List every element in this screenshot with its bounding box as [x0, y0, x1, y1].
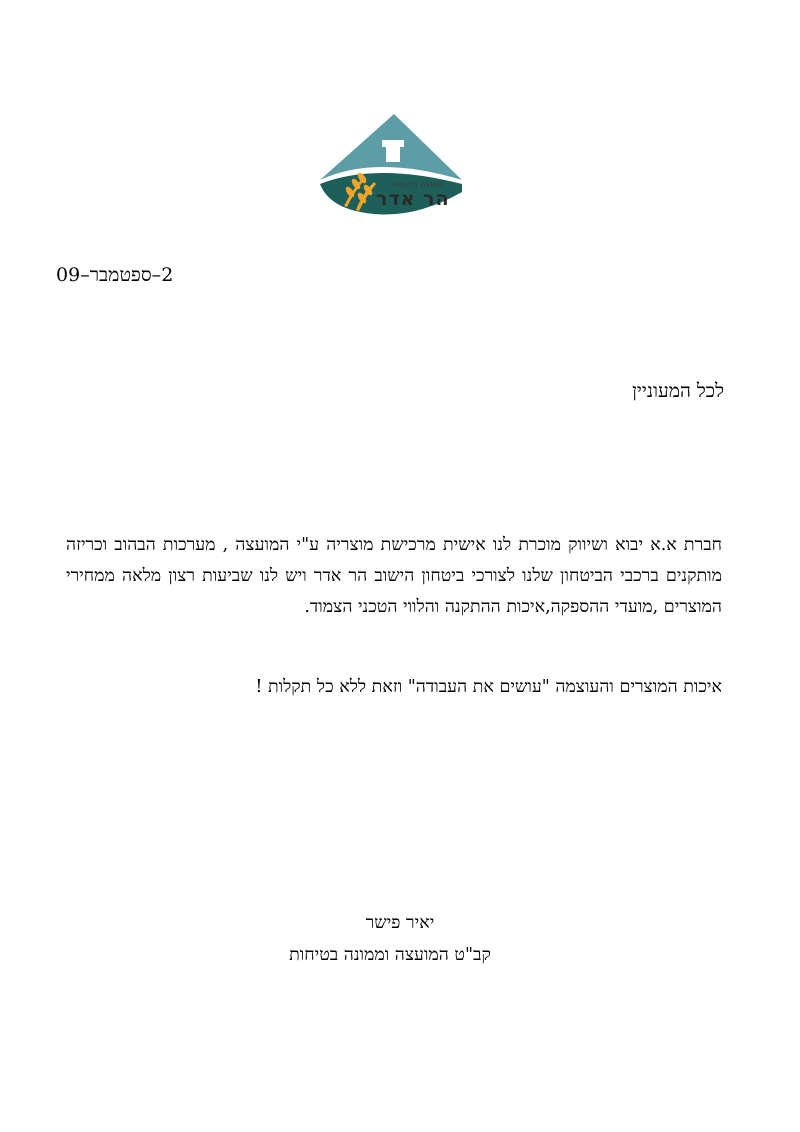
letter-closing: איכות המוצרים והעוצמה "עושים את העבודה" וזאת ללא כל תקלות !	[255, 677, 722, 697]
logo-tower-shape	[386, 146, 400, 162]
letter-greeting: לכל המעוניין	[632, 380, 724, 402]
signature-title: קב"ט המועצה וממונה בטיחות	[289, 945, 491, 965]
letter-body: חברת א.א יבוא ושיווק מוכרת לנו אישית מרכישת מוצריה ע"י המועצה , מערכות הבהוב וכריזה מותקנים ברכבי הביטחון שלנו לצורכי ביטחון הישוב הר אדר ויש לנו שביעות רצון מלאה ממחירי המוצרים ,מועדי ההספקה,איכות ההתקנה והלווי הטכני הצמוד.	[66, 535, 722, 617]
signature-name: יאיר פישר	[365, 913, 435, 933]
logo-subtitle: מועצה מקומית	[392, 180, 443, 189]
letter-date: 2–ספטמבר–09	[56, 264, 174, 286]
logo-title: הר אדר	[376, 188, 450, 210]
